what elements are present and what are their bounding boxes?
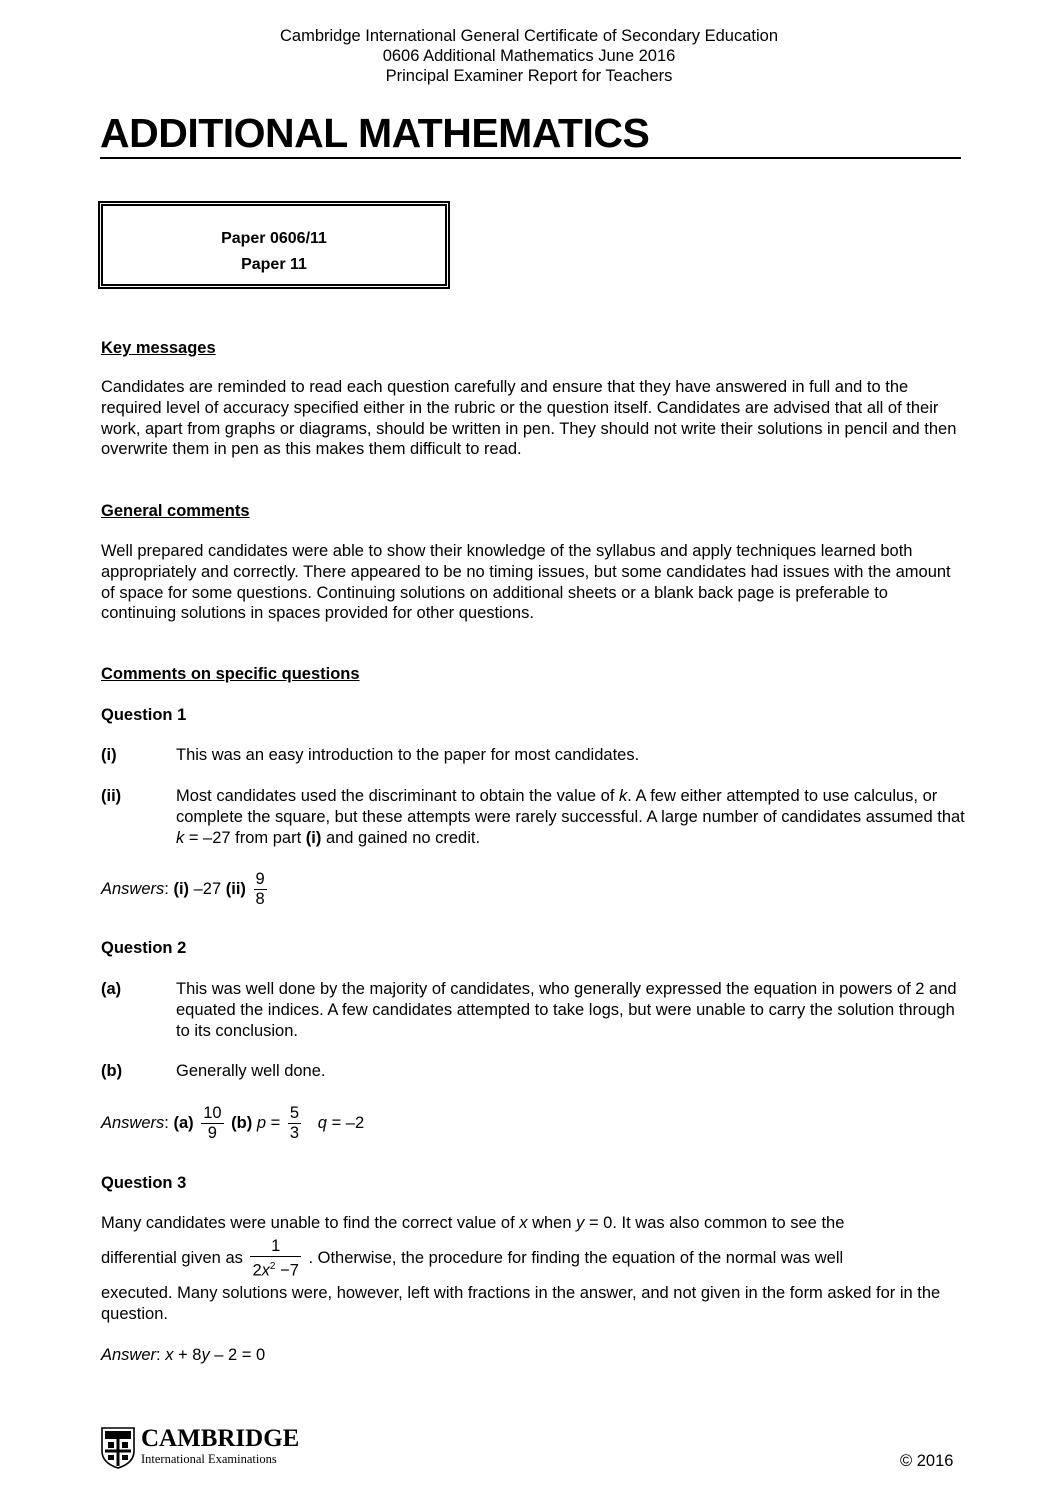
question-2-heading: Question 2 — [101, 939, 187, 957]
q2-answer-p-fraction: $\frac{5}{3}$ — [289, 1104, 300, 1142]
q1-part-i-text: This was an easy introduction to the paper for most candidates. — [176, 746, 640, 764]
q1-answer-fraction: $\frac{9}{8}$ — [255, 870, 265, 908]
q2-part-b-text: Generally well done. — [176, 1062, 326, 1080]
q2-part-a-text: This was well done by the majority of candidates, who generally expressed the equation in powers of 2 and equated the indices. A few candidates attempted to take logs, but were unable to carry the solution through to its conclusion. — [176, 980, 957, 1040]
paper-box — [98, 201, 450, 289]
q1-part-i-label: (i) — [101, 746, 117, 764]
q2-answers: Answers: (a) $\frac{10}{9}$ (b) p = $\frac{5}{3}$ q = –2 — [101, 1104, 365, 1142]
copyright: © 2016 — [900, 1452, 954, 1470]
q1-part-ii-label: (ii) — [101, 787, 122, 805]
key-messages-text: Candidates are reminded to read each question carefully and ensure that they have answered in full and to the required level of accuracy specified either in the rubric or the question itself. Candidates are advised that all of their work, apart from graphs or diagrams, should be written in pen. They should not write their solutions in pencil and then overwrite them in pen as this makes them difficult to read. — [101, 378, 957, 459]
title-rule — [100, 157, 961, 159]
q3-differential-fraction: $\frac{1}{2x^2 -7}$ — [252, 1237, 299, 1280]
logo-subtitle: International Examinations — [141, 1452, 277, 1466]
question-1-heading: Question 1 — [101, 706, 187, 724]
q2-answer-a-fraction: $\frac{10}{9}$ — [203, 1104, 222, 1142]
q2-part-b-label: (b) — [101, 1062, 123, 1080]
header-line-3: Principal Examiner Report for Teachers — [385, 67, 673, 85]
q3-text-line-1: Many candidates were unable to find the correct value of x when y = 0. It was also common to see the — [101, 1214, 845, 1232]
question-3-heading: Question 3 — [101, 1174, 187, 1192]
q2-part-a-label: (a) — [101, 980, 122, 998]
cambridge-shield-icon — [101, 1427, 135, 1469]
general-comments-text: Well prepared candidates were able to show their knowledge of the syllabus and apply techniques learned both appropriately and correctly. There appeared to be no timing issues, but some candidates had issues with the amount of space for some questions. Continuing solutions on additional sheets or a blank back page is preferable to continuing solutions in spaces provided for other questions. — [101, 542, 951, 623]
q1-part-ii-text: Most candidates used the discriminant to obtain the value of k. A few either attempted to use calculus, or complete the square, but these attempts were rarely successful. A large number of candidates assumed that k = –27 from part (i) and gained no credit. — [176, 787, 965, 847]
specific-questions-heading: Comments on specific questions — [101, 665, 360, 683]
key-messages-heading: Key messages — [101, 339, 216, 357]
q3-text-line-2: differential given as $\frac{1}{2x^2 -7}$ . Otherwise, the procedure for finding the equation of the normal was well — [101, 1237, 844, 1280]
q3-text-line-3: executed. Many solutions were, however, left with fractions in the answer, and not given in the form asked for in the question. — [101, 1284, 941, 1323]
paper-code: Paper 0606/11 — [221, 230, 327, 247]
page-title: ADDITIONAL MATHEMATICS — [100, 110, 650, 156]
header-line-2: 0606 Additional Mathematics June 2016 — [382, 47, 676, 65]
q1-answers: Answers: (i) –27 (ii) $\frac{9}{8}$ — [101, 870, 265, 908]
header-line-1: Cambridge International General Certificate of Secondary Education — [279, 27, 779, 45]
logo-name: CAMBRIDGE — [141, 1425, 300, 1452]
q3-answer: Answer: x + 8y – 2 = 0 — [101, 1346, 266, 1364]
general-comments-heading: General comments — [101, 502, 250, 520]
paper-name: Paper 11 — [241, 256, 307, 273]
